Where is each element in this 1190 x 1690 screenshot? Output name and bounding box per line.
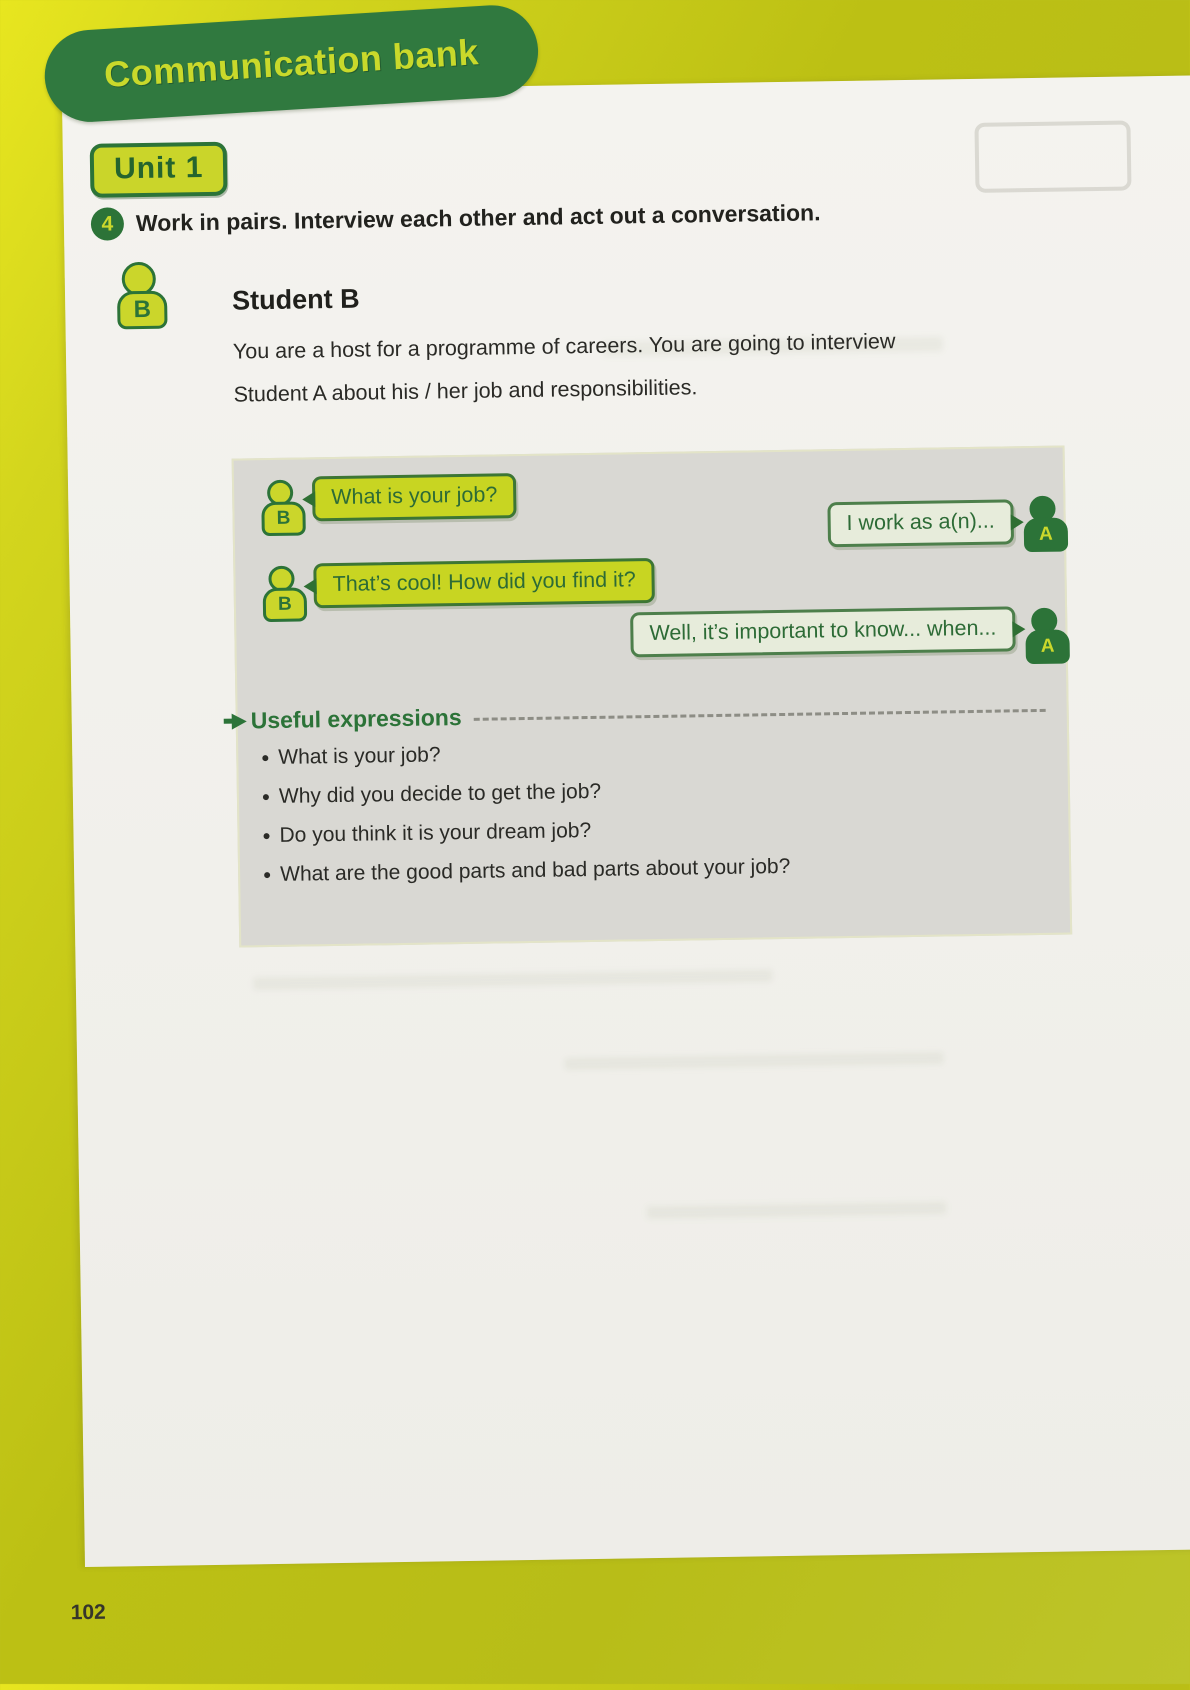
list-item: What are the good parts and bad parts about your job? <box>264 848 1044 890</box>
speech-bubble-a2: Well, it’s important to know... when... <box>630 606 1016 657</box>
student-b-avatar-icon <box>117 262 162 330</box>
description-line1: You are a host for a programme of careers. You are going to interview <box>232 329 896 364</box>
speaker-a-avatar-icon <box>1023 496 1062 553</box>
speech-bubble-b1: What is your job? <box>312 473 517 521</box>
unit-badge <box>90 142 228 198</box>
useful-expressions-title: Useful expressions <box>250 704 462 734</box>
description-line2: Student A about his / her job and responsibilities. <box>233 375 698 407</box>
speaker-a-avatar-icon <box>1025 608 1064 665</box>
list-item: Do you think it is your dream job? <box>263 809 1043 851</box>
bleed-through-box <box>974 120 1131 192</box>
bullet-icon <box>263 794 269 800</box>
page-number: 102 <box>70 1600 106 1625</box>
exercise-instruction: Work in pairs. Interview each other and act out a conversation. <box>135 199 821 237</box>
avatar-letter: B <box>263 587 308 622</box>
speech-bubble-a1: I work as a(n)... <box>827 499 1014 547</box>
avatar-letter: A <box>1025 629 1070 664</box>
dialogue-panel <box>232 446 1073 948</box>
list-item: Why did you decide to get the job? <box>263 770 1043 812</box>
banner-title: Communication bank <box>102 31 480 96</box>
bullet-icon <box>262 755 268 761</box>
speaker-b-avatar-icon <box>262 566 301 623</box>
dashed-rule <box>474 709 1046 721</box>
avatar-letter: B <box>117 291 168 330</box>
speaker-b-avatar-icon <box>261 480 300 537</box>
exercise-number-badge: 4 <box>91 207 125 241</box>
useful-expressions-list <box>262 731 1044 899</box>
speech-bubble-b2: That’s cool! How did you find it? <box>313 558 655 608</box>
bullet-icon <box>264 872 270 878</box>
student-title: Student B <box>231 283 360 316</box>
avatar-letter: A <box>1024 517 1069 552</box>
useful-expressions-header <box>224 695 1054 735</box>
avatar-letter: B <box>261 501 306 536</box>
student-description <box>233 318 1024 416</box>
unit-label: Unit 1 <box>113 151 204 186</box>
arrow-head-icon <box>232 713 247 729</box>
list-item: What is your job? <box>262 731 1042 773</box>
bullet-icon <box>264 833 270 839</box>
